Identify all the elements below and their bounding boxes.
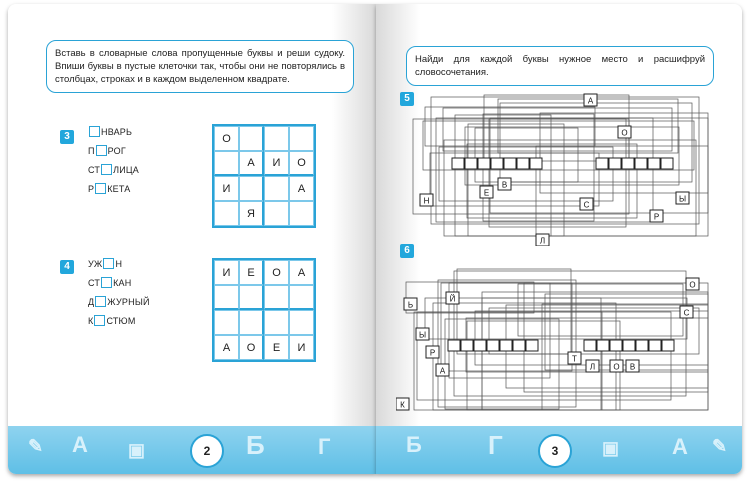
sudoku-cell[interactable] — [214, 285, 239, 310]
answer-cell[interactable] — [478, 158, 490, 169]
answer-cell[interactable] — [636, 340, 648, 351]
answer-cell[interactable] — [504, 158, 516, 169]
sudoku-cell[interactable] — [264, 126, 289, 151]
ex3-word-2: П РОГ — [88, 145, 126, 156]
exercise-3-number: 3 — [60, 130, 74, 144]
sudoku-cell: И — [214, 260, 239, 285]
sudoku-cell: О — [239, 335, 264, 360]
sudoku-cell: И — [214, 176, 239, 201]
maze-letter-box — [416, 328, 429, 340]
answer-cell[interactable] — [530, 158, 542, 169]
blank-box[interactable] — [103, 258, 114, 269]
decor-letter: А — [672, 434, 688, 459]
answer-cell[interactable] — [448, 340, 460, 351]
sudoku-cell[interactable] — [264, 201, 289, 226]
decor-letter: А — [72, 432, 88, 457]
maze-letter-box — [580, 198, 593, 210]
maze-letter: Р — [429, 348, 436, 358]
maze-letter-box — [626, 360, 639, 372]
answer-cell[interactable] — [661, 158, 673, 169]
decor-letter: Б — [406, 432, 422, 457]
maze-letter: О — [621, 128, 628, 138]
answer-cell[interactable] — [648, 158, 660, 169]
maze-letter: Л — [539, 236, 546, 246]
open-workbook — [2, 4, 748, 492]
sudoku-cell[interactable] — [289, 126, 314, 151]
answer-cell[interactable] — [584, 340, 596, 351]
maze-letter: К — [400, 400, 405, 410]
answer-cell[interactable] — [596, 158, 608, 169]
answer-cell[interactable] — [465, 158, 477, 169]
maze-letter: А — [587, 96, 594, 106]
sudoku-cell[interactable] — [214, 310, 239, 335]
maze-letter-box — [480, 186, 493, 198]
letter-maze-5 — [396, 86, 716, 246]
pencil-icon: ✎ — [28, 436, 44, 456]
sudoku-cell[interactable] — [264, 285, 289, 310]
answer-cell[interactable] — [662, 340, 674, 351]
sudoku-cell[interactable] — [289, 310, 314, 335]
maze-letter: В — [629, 362, 636, 372]
answer-cell[interactable] — [526, 340, 538, 351]
sudoku-grid-4 — [212, 258, 316, 362]
maze-letter: Ы — [678, 194, 687, 204]
letter-maze-6 — [396, 260, 716, 420]
pencil-icon: ✎ — [712, 436, 728, 456]
maze-letter-box — [676, 192, 689, 204]
maze-letter: Р — [653, 212, 660, 222]
blank-box[interactable] — [94, 315, 105, 326]
maze-letter: О — [689, 280, 696, 290]
sudoku-cell: О — [264, 260, 289, 285]
maze-letter-box — [584, 94, 597, 106]
sudoku-cell: А — [289, 176, 314, 201]
answer-cell[interactable] — [609, 158, 621, 169]
maze-letter: С — [583, 200, 590, 210]
maze-letter-box — [498, 178, 511, 190]
maze-letter: Ы — [418, 330, 427, 340]
sudoku-cell[interactable] — [289, 285, 314, 310]
ex3-word-1: НВАРЬ — [88, 126, 132, 137]
blank-box[interactable] — [96, 145, 107, 156]
answer-cell[interactable] — [622, 158, 634, 169]
answer-cell[interactable] — [517, 158, 529, 169]
left-instruction: Вставь в словарные слова пропущенные буквы и реши судоку. Впиши буквы в пустые клеточки так, чтобы они не повторялись в столбцах, строках и в каждом выделенном квадрате. — [46, 40, 354, 93]
left-footer-band — [8, 426, 376, 474]
sudoku-cell[interactable] — [239, 310, 264, 335]
sudoku-cell[interactable] — [289, 201, 314, 226]
decor-letter: Г — [488, 430, 503, 460]
maze-letter: Н — [423, 196, 430, 206]
right-footer-band — [376, 426, 742, 474]
maze-letter-box — [536, 234, 549, 246]
exercise-5-number: 5 — [400, 92, 414, 106]
exercise-6-number: 6 — [400, 244, 414, 258]
ex4-word-3: Д ЖУРНЫЙ — [88, 296, 150, 307]
maze-letter-box — [650, 210, 663, 222]
decor-letter: Б — [246, 430, 265, 460]
answer-cell[interactable] — [474, 340, 486, 351]
answer-cell[interactable] — [452, 158, 464, 169]
sudoku-cell: А — [239, 151, 264, 176]
blank-box[interactable] — [95, 183, 106, 194]
sudoku-cell: О — [289, 151, 314, 176]
answer-cell[interactable] — [487, 340, 499, 351]
sudoku-cell: И — [264, 151, 289, 176]
sudoku-cell[interactable] — [214, 201, 239, 226]
right-instruction: Найди для каждой буквы нужное место и расшифруй словосочетания. — [406, 46, 714, 86]
answer-cell[interactable] — [500, 340, 512, 351]
ex4-word-2: СТ КАН — [88, 277, 132, 288]
sudoku-cell[interactable] — [239, 126, 264, 151]
maze-letter: О — [613, 362, 620, 372]
maze-letter: Ь — [407, 300, 414, 310]
maze-letter-box — [610, 360, 623, 372]
exercise-4-number: 4 — [60, 260, 74, 274]
maze-letter: А — [439, 366, 446, 376]
ex4-word-4: К СТЮМ — [88, 315, 136, 326]
maze-letter-box — [420, 194, 433, 206]
right-page — [376, 4, 742, 474]
maze-letter: Т — [572, 354, 577, 364]
answer-cell[interactable] — [461, 340, 473, 351]
ex3-word-3: СТ ЛИЦА — [88, 164, 139, 175]
sudoku-cell: Е — [239, 260, 264, 285]
ex3-word-4: Р КЕТА — [88, 183, 131, 194]
maze-letter: Л — [589, 362, 596, 372]
maze-letter: В — [501, 180, 508, 190]
maze-letter-box — [396, 398, 409, 410]
sudoku-cell: А — [214, 335, 239, 360]
sudoku-cell: А — [289, 260, 314, 285]
book-icon: ▣ — [602, 438, 620, 458]
page-number-left: 2 — [190, 434, 224, 468]
sudoku-grid-3 — [212, 124, 316, 228]
decor-letter: Г — [318, 434, 331, 459]
maze-letter-box — [426, 346, 439, 358]
sudoku-cell: И — [289, 335, 314, 360]
sudoku-cell[interactable] — [264, 310, 289, 335]
blank-box[interactable] — [101, 277, 112, 288]
maze-letter: Е — [483, 188, 490, 198]
maze-letter-box — [404, 298, 417, 310]
blank-box[interactable] — [89, 126, 100, 137]
sudoku-cell: Е — [264, 335, 289, 360]
answer-cell[interactable] — [597, 340, 609, 351]
sudoku-cell[interactable] — [264, 176, 289, 201]
answer-cell[interactable] — [623, 340, 635, 351]
answer-cell[interactable] — [513, 340, 525, 351]
answer-cell[interactable] — [635, 158, 647, 169]
sudoku-cell[interactable] — [239, 176, 264, 201]
maze-letter-box — [446, 292, 459, 304]
sudoku-cell[interactable] — [214, 151, 239, 176]
answer-cell[interactable] — [491, 158, 503, 169]
answer-cell[interactable] — [649, 340, 661, 351]
maze-letter-box — [436, 364, 449, 376]
page-number-right: 3 — [538, 434, 572, 468]
answer-cell[interactable] — [610, 340, 622, 351]
sudoku-cell: Я — [239, 201, 264, 226]
maze-letter-box — [586, 360, 599, 372]
sudoku-cell[interactable] — [239, 285, 264, 310]
book-icon: ▣ — [128, 440, 146, 460]
maze-letter-box — [686, 278, 699, 290]
blank-box[interactable] — [95, 296, 106, 307]
maze-letter-box — [680, 306, 693, 318]
blank-box[interactable] — [101, 164, 112, 175]
left-page — [8, 4, 376, 474]
maze-letter: Й — [449, 294, 456, 304]
maze-letter: С — [683, 308, 690, 318]
ex4-word-1: УЖ Н — [88, 258, 123, 269]
maze-letter-box — [618, 126, 631, 138]
sudoku-cell: О — [214, 126, 239, 151]
maze-letter-box — [568, 352, 581, 364]
